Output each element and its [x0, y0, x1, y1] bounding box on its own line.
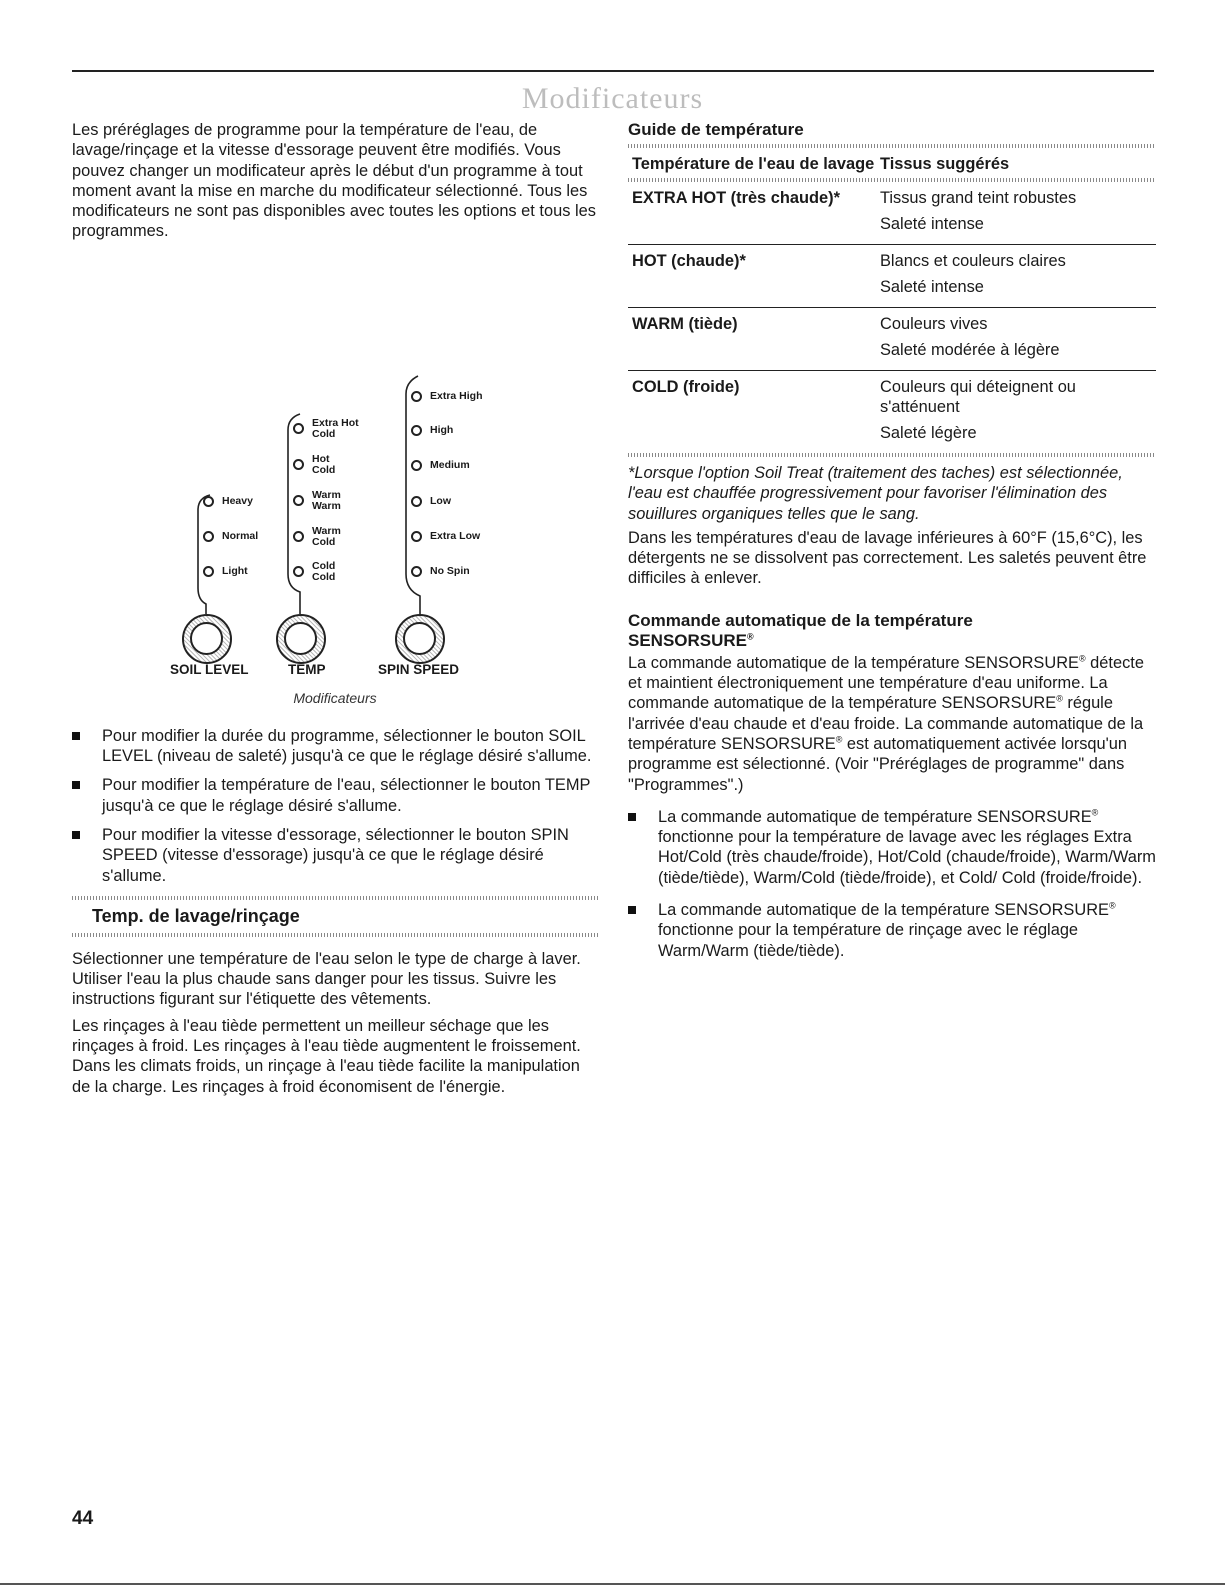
spin-option-high[interactable]: High: [411, 425, 453, 436]
hatch-divider: [72, 933, 598, 937]
modifiers-diagram: [72, 248, 598, 618]
temp-footnote: *Lorsque l'option Soil Treat (traitement des taches) est sélectionnée, l'eau est chauffée progressivement pour favoriser l'élimination des souillures organiques telles que le sang.: [628, 464, 1123, 523]
spin-speed-label: SPIN SPEED: [378, 661, 460, 677]
spin-option-medium[interactable]: Medium: [411, 460, 470, 471]
temp-option-warm-warm[interactable]: Warm Warm: [293, 490, 341, 512]
temp-option-cold-cold[interactable]: Cold Cold: [293, 561, 335, 583]
sensorsure-heading: Commande automatique de la température SENSORSURE®: [628, 610, 973, 650]
indicator-light-icon: [293, 495, 304, 506]
temp-label: TEMP: [288, 661, 326, 677]
detergent-note: Dans les températures d'eau de lavage inférieures à 60°F (15,6°C), les détergents ne se dissolvent pas correctement. Les saletés peuvent être difficiles à enlever.: [628, 528, 1147, 588]
list-item: La commande automatique de la température SENSORSURE® fonctionne pour la température de rinçage avec le réglage Warm/Warm (tiède/tiède).: [628, 900, 1156, 961]
table-header: [628, 148, 1156, 178]
wash-rinse-heading: Temp. de lavage/rinçage: [92, 905, 300, 926]
hatch-divider: [628, 453, 1156, 457]
diagram-caption: Modificateurs: [293, 689, 377, 706]
temp-option-warm-cold[interactable]: Warm Cold: [293, 526, 341, 548]
temp-guide-table: [628, 144, 1156, 457]
indicator-light-icon: [411, 425, 422, 436]
list-item: Pour modifier la température de l'eau, sélectionner le bouton TEMP jusqu'à ce que le réglage désiré s'allume.: [72, 775, 598, 816]
right-column: [628, 120, 1156, 970]
temp-option-hot-cold[interactable]: Hot Cold: [293, 454, 335, 476]
column-header-fabrics: Tissus suggérés: [880, 155, 1010, 173]
indicator-light-icon: [203, 566, 214, 577]
indicator-light-icon: [203, 531, 214, 542]
modifier-bullets: [72, 726, 598, 886]
wash-rinse-paragraph-2: Les rinçages à l'eau tiède permettent un meilleur séchage que les rinçages à froid. Les rinçages à l'eau tiède augmentent le froissement. Dans les climats froids, un rinçage à l'eau tiède facilite la manipulation de la charge. Les rinçages à froid économisent de l'énergie.: [72, 1016, 581, 1096]
table-row: HOT (chaude)* Blancs et couleurs claires Saleté intense: [628, 245, 1156, 308]
left-column: [72, 120, 598, 1103]
table-row: WARM (tiède) Couleurs vives Saleté modérée à légère: [628, 308, 1156, 371]
knob-labels: [72, 614, 598, 684]
spin-option-low[interactable]: Low: [411, 496, 451, 507]
page-number: 44: [72, 1508, 94, 1529]
soil-option-normal[interactable]: Normal: [203, 531, 258, 542]
intro-paragraph: Les préréglages de programme pour la température de l'eau, de lavage/rinçage et la vitesse d'essorage peuvent être modifiés. Vous pouvez changer un modificateur après le début d'un programme à tout moment avant la mise en marche du modificateur sélectionné. Tous les modificateurs ne sont pas disponibles avec toutes les options et tous les programmes.: [72, 121, 596, 241]
wash-rinse-paragraph-1: Sélectionner une température de l'eau selon le type de charge à laver. Utiliser l'eau la plus chaude sans danger pour les tissus. Suivre les instructions figurant sur l'étiquette des vêtements.: [72, 949, 581, 1009]
sensorsure-paragraph: La commande automatique de la température SENSORSURE® détecte et maintient électroniquement une température d'eau uniforme. La commande automatique de la température SENSORSURE® régule l'arrivée d'eau chaude et d'eau froide. La commande automatique de la température SENSORSURE® est automatiquement activée lorsqu'un programme est sélectionné. (Voir "Préréglages de programme" dans "Programmes".): [628, 653, 1144, 794]
indicator-light-icon: [293, 531, 304, 542]
temp-guide-heading: Guide de température: [628, 120, 804, 139]
indicator-light-icon: [293, 423, 304, 434]
soil-option-heavy[interactable]: Heavy: [203, 496, 253, 507]
sensorsure-bullets: [628, 807, 1156, 961]
indicator-light-icon: [293, 459, 304, 470]
list-item: Pour modifier la durée du programme, sélectionner le bouton SOIL LEVEL (niveau de saleté) jusqu'à ce que le réglage désiré s'allume.: [72, 726, 598, 767]
top-rule: [72, 70, 1154, 72]
spin-option-no-spin[interactable]: No Spin: [411, 566, 470, 577]
spin-option-extra-high[interactable]: Extra High: [411, 391, 483, 402]
soil-level-label: SOIL LEVEL: [170, 661, 249, 677]
indicator-light-icon: [411, 566, 422, 577]
list-item: Pour modifier la vitesse d'essorage, sélectionner le bouton SPIN SPEED (vitesse d'essorage) jusqu'à ce que le réglage désiré s'allume.: [72, 825, 598, 886]
page-title: Modificateurs: [521, 82, 704, 115]
soil-option-light[interactable]: Light: [203, 566, 248, 577]
spin-option-extra-low[interactable]: Extra Low: [411, 531, 480, 542]
list-item: La commande automatique de température SENSORSURE® fonctionne pour la température de lavage avec les réglages Extra Hot/Cold (très chaude/froide), Hot/Cold (chaude/froide), Warm/Warm (tiède/tiède), Warm/Cold (tiède/froide), et Cold/ Cold (froide/froide).: [628, 807, 1156, 888]
wash-rinse-section: [72, 896, 598, 1097]
indicator-light-icon: [411, 391, 422, 402]
indicator-light-icon: [411, 460, 422, 471]
sensorsure-section: [628, 611, 1156, 961]
indicator-light-icon: [293, 566, 304, 577]
temp-option-extra-hot-cold[interactable]: Extra Hot Cold: [293, 418, 359, 440]
indicator-light-icon: [411, 496, 422, 507]
indicator-light-icon: [411, 531, 422, 542]
table-row: EXTRA HOT (très chaude)* Tissus grand teint robustes Saleté intense: [628, 182, 1156, 245]
column-header-temperature: Température de l'eau de lavage: [632, 155, 875, 173]
table-row: COLD (froide) Couleurs qui déteignent ou s'atténuent Saleté légère: [632, 378, 1076, 442]
indicator-light-icon: [203, 496, 214, 507]
